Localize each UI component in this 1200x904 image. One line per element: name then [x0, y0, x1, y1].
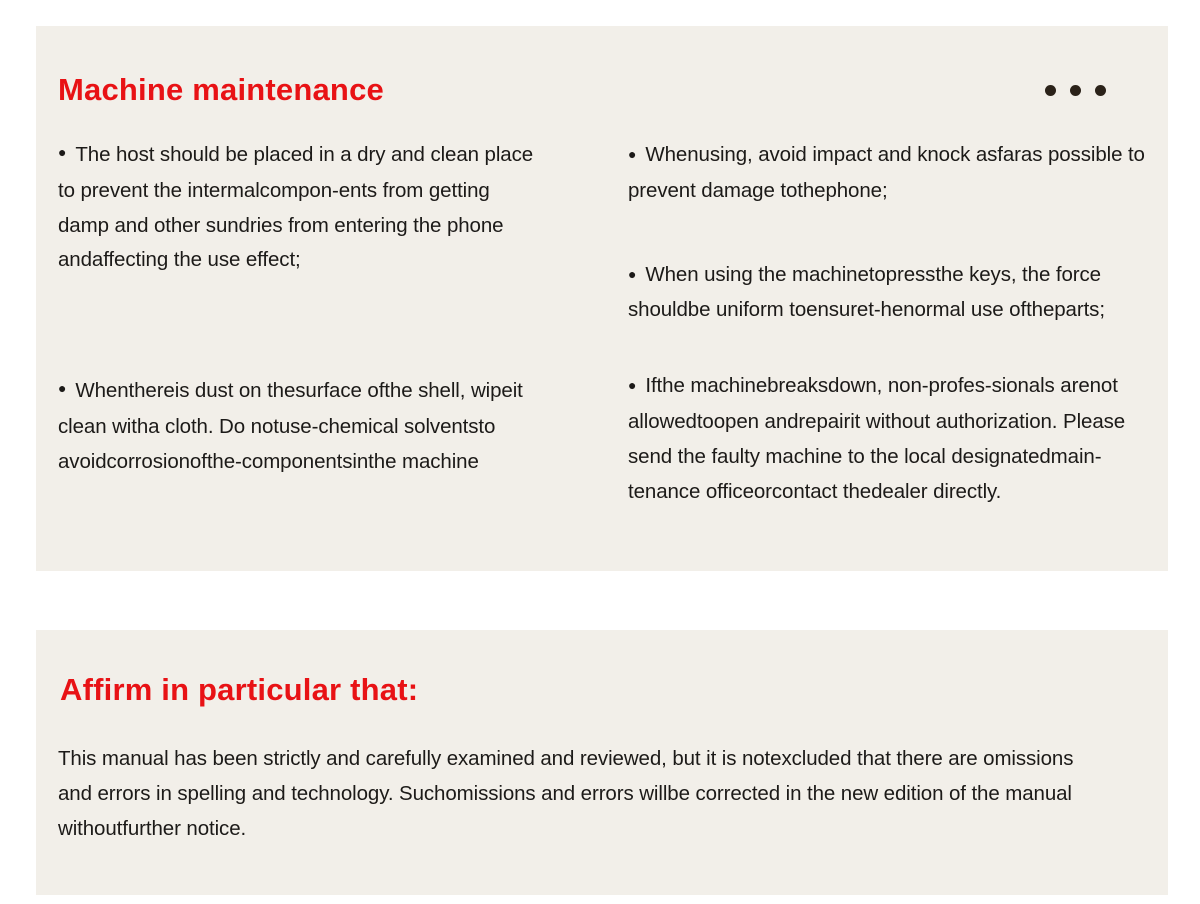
ellipsis-dot-icon — [1045, 85, 1056, 96]
bullet-dot-icon: ● — [628, 265, 637, 282]
maintenance-columns — [58, 138, 1145, 509]
bullet-text: Ifthe machinebreaksdown, non-profes-sionals arenot allowedtoopen andrepairit without authorization. Please send the faulty machine to the local designatedmain-tenance officeorcontact thedealer directly. — [628, 374, 1126, 503]
bullet-item — [628, 258, 1155, 329]
affirm-section — [36, 630, 1168, 895]
bullet-item — [58, 138, 545, 278]
bullet-item — [628, 369, 1155, 509]
bullet-text: When using the machinetopressthe keys, the force shouldbe uniform toensuret-henormal use oftheparts; — [628, 262, 1105, 322]
maintenance-section — [36, 26, 1168, 571]
ellipsis-menu-icon[interactable] — [1043, 81, 1108, 100]
affirm-title: Affirm in particular that: — [60, 672, 419, 707]
ellipsis-dot-icon — [1070, 85, 1081, 96]
maintenance-header — [58, 72, 1108, 108]
bullet-text: Whenthereis dust on thesurface ofthe shell, wipeit clean witha cloth. Do notuse-chemical solventsto avoidcorrosionofthe-componentsinthe machine — [58, 379, 523, 473]
bullet-text: Whenusing, avoid impact and knock asfaras possible to prevent damage tothephone; — [628, 143, 1145, 202]
maintenance-title: Machine maintenance — [58, 72, 384, 107]
bullet-dot-icon: ● — [58, 144, 67, 160]
bullet-text: The host should be placed in a dry and clean place to prevent the intermalcompon-ents from getting damp and other sundries from entering the phone andaffecting the use effect; — [58, 143, 534, 272]
bullet-dot-icon: ● — [58, 380, 67, 397]
affirm-body-text: This manual has been strictly and carefully examined and reviewed, but it is notexcluded that there are omissions and errors in spelling and technology. Suchomissions and errors willbe corrected in the new edition of the manual withoutfurther notice. — [58, 747, 1074, 840]
bullet-dot-icon: ● — [628, 377, 637, 394]
bullet-item — [58, 374, 545, 479]
bullet-dot-icon: ● — [628, 146, 637, 162]
maintenance-left-column — [58, 138, 545, 509]
ellipsis-dot-icon — [1095, 85, 1106, 96]
maintenance-right-column — [628, 138, 1155, 509]
bullet-item — [628, 138, 1155, 209]
